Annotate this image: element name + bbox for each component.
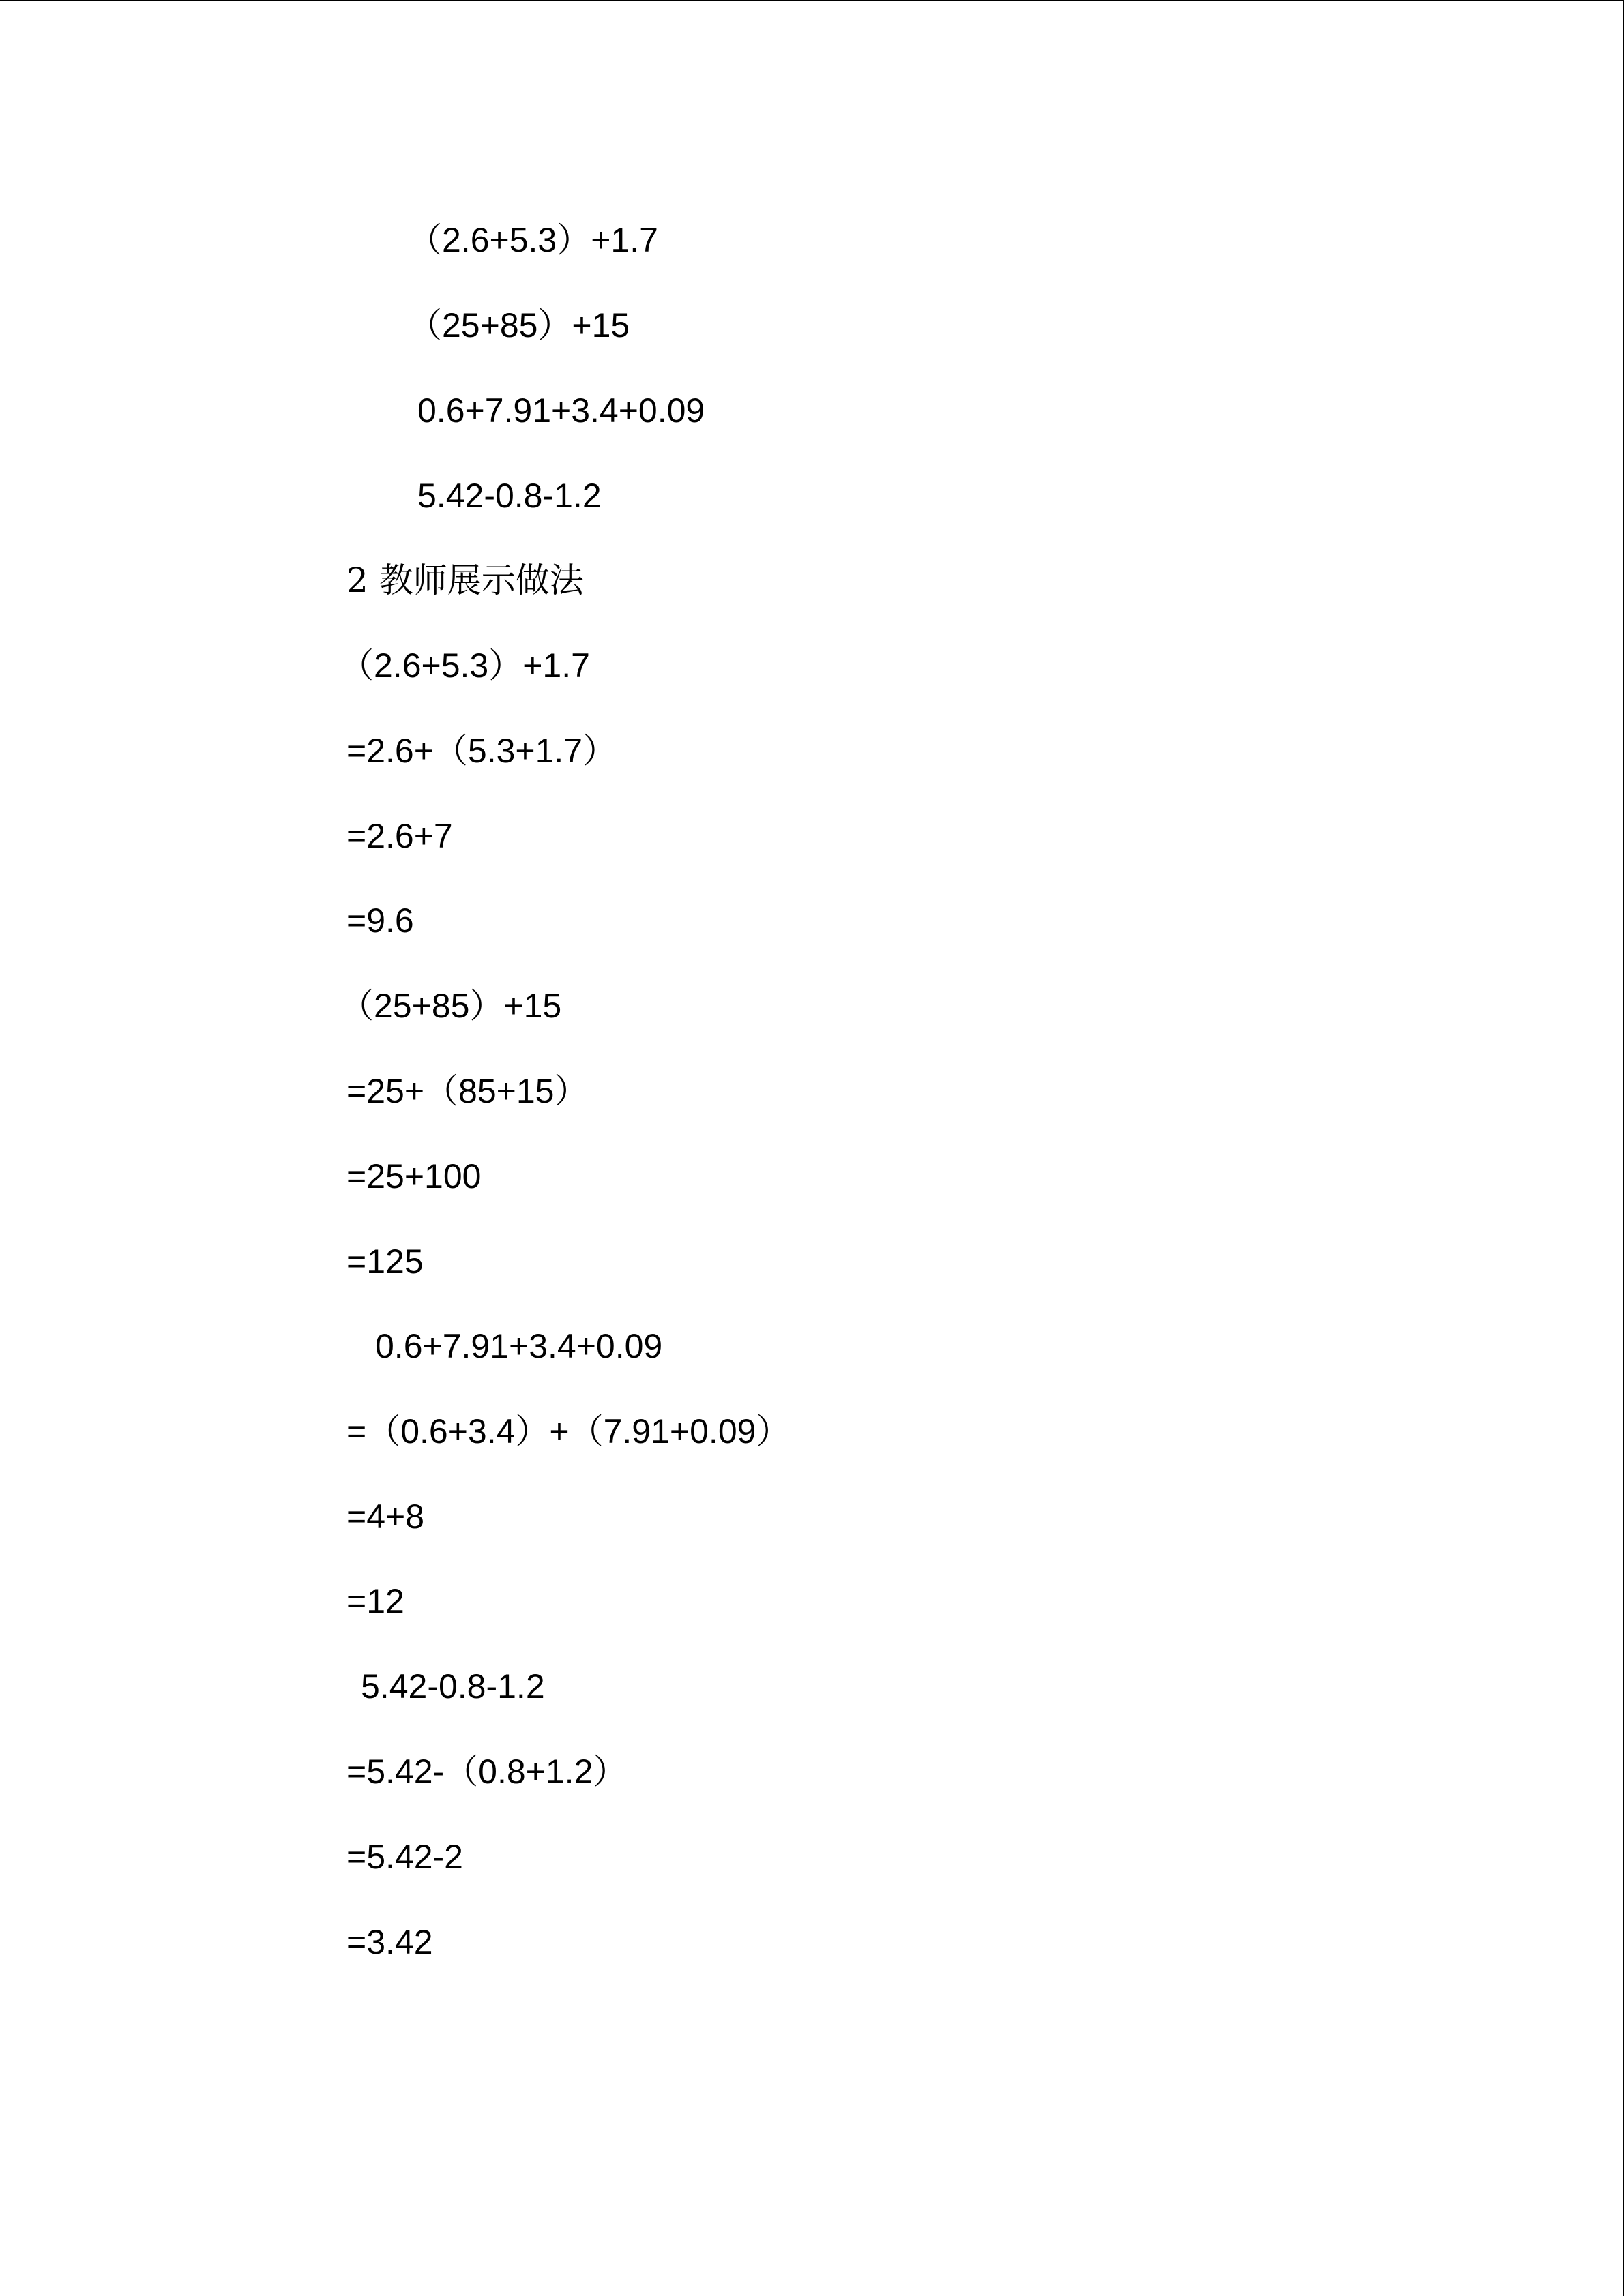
solution-step: =9.6 <box>346 901 414 940</box>
solution-step: =125 <box>346 1242 424 1281</box>
solution-step: =25+100 <box>346 1157 482 1195</box>
exercise-line: 0.6+7.91+3.4+0.09 <box>417 391 705 430</box>
solution-step: =5.42-2 <box>346 1838 463 1876</box>
solution-step: =2.6+7 <box>346 817 453 855</box>
solution-expression: （25+85）+15 <box>340 987 562 1025</box>
exercise-line: （25+85）+15 <box>408 306 630 344</box>
exercise-line: 5.42-0.8-1.2 <box>417 477 602 515</box>
solution-step: =25+（85+15） <box>346 1072 589 1110</box>
exercise-line: （2.6+5.3）+1.7 <box>408 221 658 259</box>
solution-expression: 5.42-0.8-1.2 <box>361 1667 545 1705</box>
solution-step: =（0.6+3.4）+（7.91+0.09） <box>346 1412 791 1450</box>
solution-step: =5.42-（0.8+1.2） <box>346 1753 628 1791</box>
solution-expression: 0.6+7.91+3.4+0.09 <box>375 1327 663 1365</box>
solution-step: =3.42 <box>346 1923 433 1961</box>
section-heading: 2 教师展示做法 <box>346 561 584 600</box>
solution-step: =12 <box>346 1582 404 1620</box>
solution-step: =2.6+（5.3+1.7） <box>346 732 617 770</box>
solution-expression: （2.6+5.3）+1.7 <box>340 646 590 685</box>
page-top-border <box>0 0 1624 1</box>
solution-step: =4+8 <box>346 1497 425 1536</box>
